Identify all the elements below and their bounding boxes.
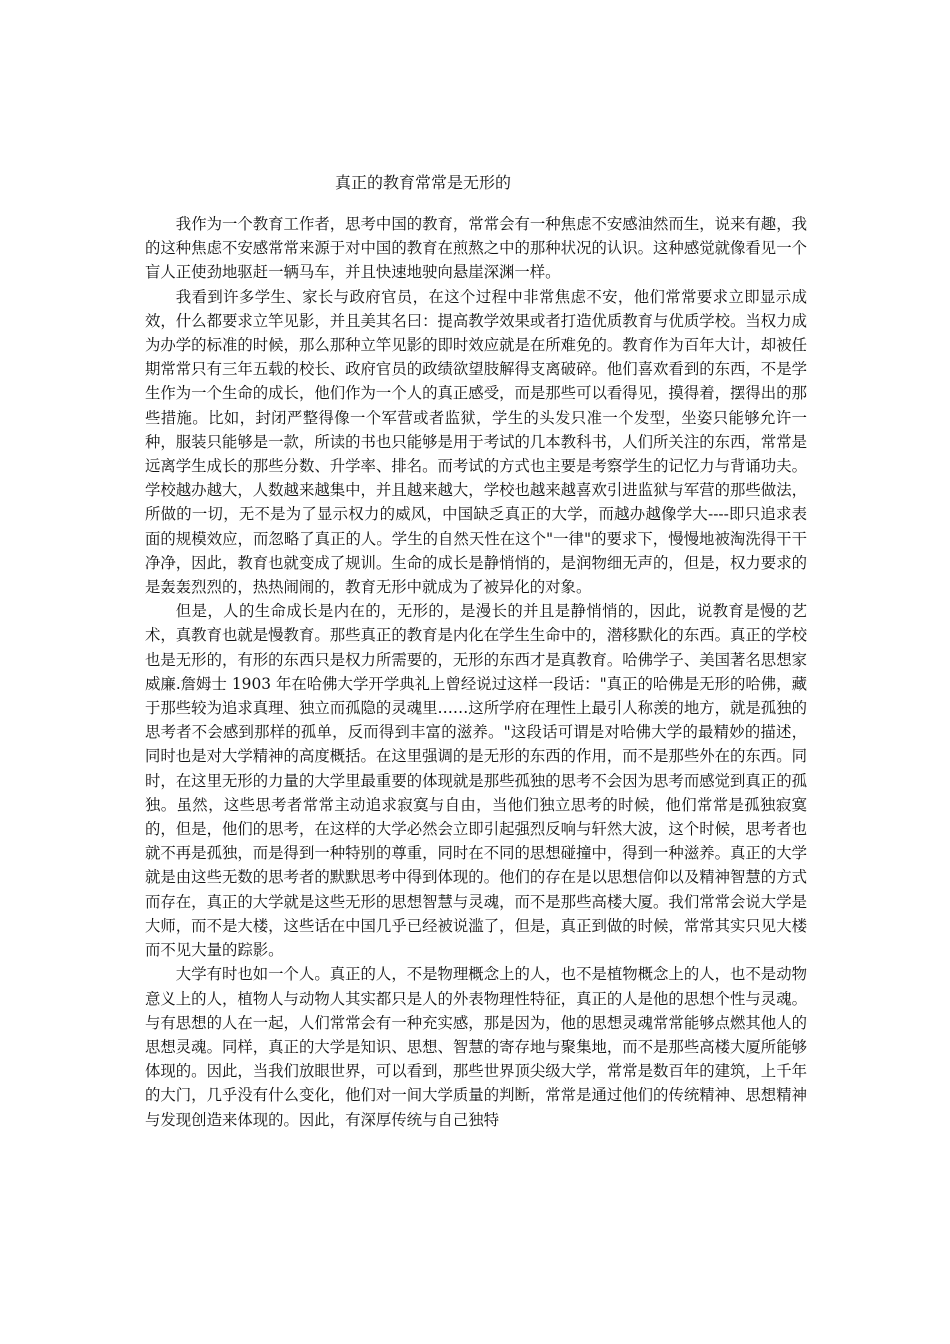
paragraph-2: 我看到许多学生、家长与政府官员，在这个过程中非常焦虑不安，他们常常要求立即显示成效，什么都要求立竿见影，并且美其名曰：提高教学效果或者打造优质教育与优质学校。当权力成为办学的标准的时候，那么那种立竿见影的即时效应就是在所难免的。教育作为百年大计，却被任期常常只有三年五载的校长、政府官员的政绩欲望肢解得支离破碎。他们喜欢看到的东西，不是学生作为一个生命的成长，他们作为一个人的真正感受，而是那些可以看得见，摸得着，摆得出的那些措施。比如，封闭严整得像一个军营或者监狱，学生的头发只准一个发型，坐姿只能够允许一种，服装只能够是一款，所读的书也只能够是用于考试的几本教科书，人们所关注的东西，常常是远离学生成长的那些分数、升学率、排名。而考试的方式也主要是考察学生的记忆力与背诵功夫。学校越办越大，人数越来越集中，并且越来越大，学校也越来越喜欢引进监狱与军营的那些做法，所做的一切，无不是为了显示权力的威风，中国缺乏真正的大学，而越办越像学大----即只追求表面的规模效应，而忽略了真正的人。学生的自然天性在这个"一律"的要求下，慢慢地被淘洗得干干净净，因此，教育也就变成了规训。生命的成长是静悄悄的，是润物细无声的，但是，权力要求的是轰轰烈烈的，热热闹闹的，教育无形中就成为了被异化的对象。 <box>145 287 807 597</box>
document-body <box>145 212 807 1132</box>
document-title: 真正的教育常常是无形的 <box>335 173 512 192</box>
paragraph-3: 但是，人的生命成长是内在的，无形的，是漫长的并且是静悄悄的，因此，说教育是慢的艺术，真教育也就是慢教育。那些真正的教育是内化在学生生命中的，潜移默化的东西。真正的学校也是无形的，有形的东西只是权力所需要的，无形的东西才是真教育。哈佛学子、美国著名思想家威廉.詹姆士 1903 年在哈佛大学开学典礼上曾经说过这样一段话："真正的哈佛是无形的哈佛，藏于那些较为追求真理、独立而孤隐的灵魂里……这所学府在理性上最引人称羡的地方，就是孤独的思考者不会感到那样的孤单，反而得到丰富的滋养。"这段话可谓是对哈佛大学的最精妙的描述，同时也是对大学精神的高度概括。在这里强调的是无形的东西的作用，而不是那些外在的东西。同时，在这里无形的力量的大学里最重要的体现就是那些孤独的思考不会因为思考而感觉到真正的孤独。虽然，这些思考者常常主动追求寂寞与自由，当他们独立思考的时候，他们常常是孤独寂寞的，但是，他们的思考，在这样的大学必然会立即引起强烈反响与轩然大波，这个时候，思考者也就不再是孤独，而是得到一种特别的尊重，同时在不同的思想碰撞中，得到一种滋养。真正的大学就是由这些无数的思考者的默默思考中得到体现的。他们的存在是以思想信仰以及精神智慧的方式而存在，真正的大学就是这些无形的思想智慧与灵魂，而不是那些高楼大厦。我们常常会说大学是大师，而不是大楼，这些话在中国几乎已经被说滥了，但是，真正到做的时候，常常其实只见大楼而不见大量的踪影。 <box>145 602 807 960</box>
paragraph-1: 我作为一个教育工作者，思考中国的教育，常常会有一种焦虑不安感油然而生，说来有趣，我的这种焦虑不安感常常来源于对中国的教育在煎熬之中的那种状况的认识。这种感觉就像看见一个盲人正使劲地驱赶一辆马车，并且快速地驶向悬崖深渊一样。 <box>145 215 807 282</box>
paragraph-4: 大学有时也如一个人。真正的人，不是物理概念上的人，也不是植物概念上的人，也不是动物意义上的人，植物人与动物人其实都只是人的外表物理性特征，真正的人是他的思想个性与灵魂。与有思想的人在一起，人们常常会有一种充实感，那是因为，他的思想灵魂常常能够点燃其他人的思想灵魂。同样，真正的大学是知识、思想、智慧的寄存地与聚集地，而不是那些高楼大厦所能够体现的。因此，当我们放眼世界，可以看到，那些世界顶尖级大学，常常是数百年的建筑，上千年的大门，几乎没有什么变化，他们对一间大学质量的判断，常常是通过他们的传统精神、思想精神与发现创造来体现的。因此，有深厚传统与自己独特 <box>145 965 807 1129</box>
